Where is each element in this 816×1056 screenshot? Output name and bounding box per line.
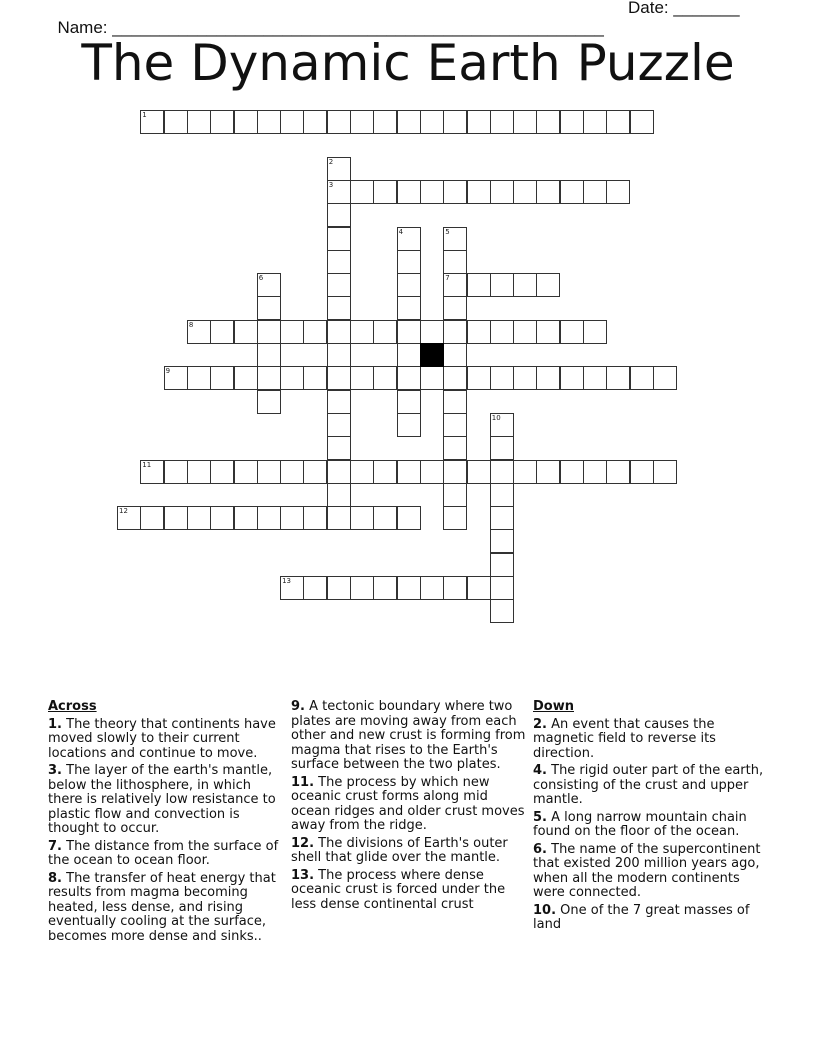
grid-cell[interactable] [140, 110, 164, 134]
grid-cell[interactable] [467, 366, 491, 390]
black-cell [420, 343, 444, 367]
grid-cell[interactable] [536, 273, 560, 297]
grid-cell[interactable] [583, 110, 607, 134]
grid-cell[interactable] [210, 460, 234, 484]
grid-cell[interactable] [373, 576, 397, 600]
clue-number: 3 [328, 180, 334, 189]
grid-cell[interactable] [373, 180, 397, 204]
clue-number: 10 [491, 413, 501, 422]
grid-cell[interactable] [513, 366, 537, 390]
grid-cell[interactable] [443, 250, 467, 274]
grid-cell[interactable] [257, 296, 281, 320]
grid-cell[interactable] [303, 460, 327, 484]
grid-cell[interactable] [467, 320, 491, 344]
across-clue-12: 12. The divisions of Earth's outer shell that glide over the mantle. [291, 835, 508, 865]
grid-cell[interactable] [257, 460, 281, 484]
grid-cell[interactable] [350, 180, 374, 204]
grid-cell[interactable] [350, 320, 374, 344]
grid-cell[interactable] [303, 110, 327, 134]
grid-cell[interactable] [490, 273, 514, 297]
grid-cell[interactable] [490, 413, 514, 437]
grid-cell[interactable] [303, 320, 327, 344]
grid-cell[interactable] [280, 366, 304, 390]
grid-cell[interactable] [420, 320, 444, 344]
grid-cell[interactable] [257, 320, 281, 344]
grid-cell[interactable] [234, 366, 258, 390]
grid-cell[interactable] [397, 576, 421, 600]
name-field[interactable]: Name: ____________________________________________________ [57, 18, 604, 37]
across-clues-column-1 [48, 700, 288, 947]
grid-cell[interactable] [397, 180, 421, 204]
grid-cell[interactable] [397, 390, 421, 414]
grid-cell[interactable] [630, 110, 654, 134]
grid-cell[interactable] [630, 366, 654, 390]
grid-cell[interactable] [397, 343, 421, 367]
clue-number: 13 [282, 577, 292, 585]
grid-cell[interactable] [397, 413, 421, 437]
grid-cell[interactable] [490, 576, 514, 600]
grid-cell[interactable] [420, 366, 444, 390]
grid-cell[interactable] [303, 366, 327, 390]
grid-cell[interactable] [164, 110, 188, 134]
down-clue-5: 5. A long narrow mountain chain found on the floor of the ocean. [533, 809, 747, 839]
clue-number: 12 [119, 507, 128, 516]
grid-cell[interactable] [397, 227, 421, 251]
grid-cell[interactable] [327, 203, 351, 227]
clue-number: 9 [165, 367, 171, 376]
down-clue-10: 10. One of the 7 great masses of land [533, 902, 750, 932]
grid-cell[interactable] [164, 366, 188, 390]
grid-cell[interactable] [443, 483, 467, 507]
grid-cell[interactable] [630, 460, 654, 484]
grid-cell[interactable] [187, 366, 211, 390]
grid-cell[interactable] [653, 366, 677, 390]
grid-cell[interactable] [373, 460, 397, 484]
grid-cell[interactable] [536, 180, 560, 204]
grid-cell[interactable] [606, 110, 630, 134]
grid-cell[interactable] [536, 110, 560, 134]
grid-cell[interactable] [536, 320, 560, 344]
grid-cell[interactable] [490, 436, 514, 460]
across-clue-7: 7. The distance from the surface of the ocean to ocean floor. [48, 838, 279, 868]
grid-cell[interactable] [327, 436, 351, 460]
grid-cell[interactable] [490, 460, 514, 484]
grid-cell[interactable] [350, 366, 374, 390]
grid-cell[interactable] [513, 320, 537, 344]
grid-cell[interactable] [140, 460, 164, 484]
grid-cell[interactable] [327, 576, 351, 600]
grid-cell[interactable] [327, 110, 351, 134]
grid-cell[interactable] [280, 110, 304, 134]
grid-cell[interactable] [140, 506, 164, 530]
grid-cell[interactable] [280, 506, 304, 530]
grid-cell[interactable] [397, 506, 421, 530]
clue-number: 6 [258, 274, 264, 283]
grid-cell[interactable] [397, 320, 421, 344]
grid-cell[interactable] [257, 273, 281, 297]
grid-cell[interactable] [536, 460, 560, 484]
grid-cell[interactable] [210, 320, 234, 344]
grid-cell[interactable] [164, 460, 188, 484]
grid-cell[interactable] [327, 157, 351, 181]
grid-cell[interactable] [117, 506, 141, 530]
grid-cell[interactable] [327, 250, 351, 274]
clue-number: 8 [188, 320, 194, 329]
grid-cell[interactable] [467, 576, 491, 600]
grid-cell[interactable] [560, 366, 584, 390]
clue-number: 5 [445, 227, 450, 236]
grid-cell[interactable] [187, 460, 211, 484]
grid-cell[interactable] [187, 506, 211, 530]
clue-number: 11 [142, 460, 152, 469]
grid-cell[interactable] [234, 506, 258, 530]
grid-cell[interactable] [257, 366, 281, 390]
grid-cell[interactable] [443, 180, 467, 204]
grid-cell[interactable] [327, 343, 351, 367]
clue-number: 2 [328, 157, 334, 166]
grid-cell[interactable] [187, 110, 211, 134]
grid-cell[interactable] [210, 366, 234, 390]
grid-cell[interactable] [234, 320, 258, 344]
grid-cell[interactable] [606, 366, 630, 390]
grid-cell[interactable] [490, 110, 514, 134]
grid-cell[interactable] [257, 506, 281, 530]
grid-cell[interactable] [210, 110, 234, 134]
grid-cell[interactable] [303, 506, 327, 530]
grid-cell[interactable] [490, 366, 514, 390]
grid-cell[interactable] [490, 506, 514, 530]
grid-cell[interactable] [513, 273, 537, 297]
grid-cell[interactable] [490, 320, 514, 344]
grid-cell[interactable] [443, 343, 467, 367]
grid-cell[interactable] [560, 320, 584, 344]
grid-cell[interactable] [653, 460, 677, 484]
grid-cell[interactable] [583, 460, 607, 484]
grid-cell[interactable] [443, 390, 467, 414]
date-field[interactable]: Date: _______ [628, 0, 740, 17]
grid-cell[interactable] [443, 273, 467, 297]
grid-cell[interactable] [257, 343, 281, 367]
grid-cell[interactable] [257, 110, 281, 134]
grid-cell[interactable] [350, 576, 374, 600]
down-heading: Down [533, 699, 574, 714]
grid-cell[interactable] [327, 506, 351, 530]
grid-cell[interactable] [303, 576, 327, 600]
across-heading: Across [48, 699, 97, 714]
grid-cell[interactable] [234, 460, 258, 484]
grid-cell[interactable] [373, 366, 397, 390]
grid-cell[interactable] [490, 483, 514, 507]
grid-cell[interactable] [513, 460, 537, 484]
grid-cell[interactable] [443, 436, 467, 460]
clue-number: 7 [445, 274, 450, 283]
grid-cell[interactable] [373, 110, 397, 134]
grid-cell[interactable] [490, 529, 514, 553]
across-clue-3: 3. The layer of the earth's mantle, below the lithosphere, in which there is relatively low resistance to plastic flow and convection is thought to occur. [48, 763, 276, 836]
grid-cell[interactable] [467, 180, 491, 204]
grid-cell[interactable] [397, 460, 421, 484]
grid-cell[interactable] [397, 296, 421, 320]
grid-cell[interactable] [583, 180, 607, 204]
grid-cell[interactable] [443, 413, 467, 437]
grid-cell[interactable] [350, 110, 374, 134]
grid-cell[interactable] [397, 273, 421, 297]
grid-cell[interactable] [327, 180, 351, 204]
grid-cell[interactable] [560, 110, 584, 134]
grid-cell[interactable] [513, 110, 537, 134]
clue-number: 1 [142, 111, 147, 119]
grid-cell[interactable] [373, 506, 397, 530]
grid-cell[interactable] [490, 180, 514, 204]
grid-cell[interactable] [373, 320, 397, 344]
grid-cell[interactable] [210, 506, 234, 530]
grid-cell[interactable] [443, 296, 467, 320]
grid-cell[interactable] [327, 273, 351, 297]
grid-cell[interactable] [327, 296, 351, 320]
across-clue-8: 8. The transfer of heat energy that results from magma becoming heated, less dense, and rising eventually cooling at the surface, becomes more dense and sinks.. [48, 870, 276, 944]
grid-cell[interactable] [327, 390, 351, 414]
down-clue-2: 2. An event that causes the magnetic field to reverse its direction. [533, 716, 716, 761]
grid-cell[interactable] [606, 460, 630, 484]
grid-cell[interactable] [257, 390, 281, 414]
grid-cell[interactable] [327, 413, 351, 437]
grid-cell[interactable] [513, 180, 537, 204]
grid-cell[interactable] [280, 576, 304, 600]
across-clue-13: 13. The process where dense oceanic crust is forced under the less dense continental crust [291, 867, 506, 912]
grid-cell[interactable] [327, 460, 351, 484]
down-clue-4: 4. The rigid outer part of the earth, consisting of the crust and upper mantle. [533, 763, 764, 807]
grid-cell[interactable] [327, 320, 351, 344]
grid-cell[interactable] [536, 366, 560, 390]
grid-cell[interactable] [397, 250, 421, 274]
clue-number: 4 [398, 227, 404, 236]
puzzle-title: The Dynamic Earth Puzzle [81, 34, 735, 92]
grid-cell[interactable] [164, 506, 188, 530]
across-clue-9: 9. A tectonic boundary where two plates are moving away from each other and new crust is forming from magma that rises to the Earth's surface between the two plates. [291, 699, 526, 772]
grid-cell[interactable] [187, 320, 211, 344]
grid-cell[interactable] [490, 553, 514, 577]
grid-cell[interactable] [420, 180, 444, 204]
grid-cell[interactable] [606, 180, 630, 204]
grid-cell[interactable] [280, 320, 304, 344]
grid-cell[interactable] [443, 227, 467, 251]
grid-cell[interactable] [397, 366, 421, 390]
grid-cell[interactable] [583, 366, 607, 390]
grid-cell[interactable] [443, 366, 467, 390]
grid-cell[interactable] [467, 110, 491, 134]
across-clues-column-2 [291, 700, 531, 915]
grid-cell[interactable] [350, 506, 374, 530]
grid-cell[interactable] [327, 227, 351, 251]
grid-cell[interactable] [350, 460, 374, 484]
grid-cell[interactable] [443, 110, 467, 134]
grid-cell[interactable] [443, 460, 467, 484]
grid-cell[interactable] [467, 460, 491, 484]
down-clue-6: 6. The name of the supercontinent that existed 200 million years ago, when all the modern continents were connected. [533, 841, 761, 900]
grid-cell[interactable] [583, 320, 607, 344]
grid-cell[interactable] [443, 320, 467, 344]
grid-cell[interactable] [397, 110, 421, 134]
grid-cell[interactable] [560, 460, 584, 484]
grid-cell[interactable] [443, 506, 467, 530]
down-clues-column [533, 700, 773, 936]
grid-cell[interactable] [443, 576, 467, 600]
grid-cell[interactable] [327, 366, 351, 390]
grid-cell[interactable] [280, 460, 304, 484]
across-clue-11: 11. The process by which new oceanic crust forms along mid ocean ridges and older crust moves away from the ridge. [291, 774, 525, 833]
grid-cell[interactable] [467, 273, 491, 297]
grid-cell[interactable] [490, 599, 514, 623]
grid-cell[interactable] [234, 110, 258, 134]
grid-cell[interactable] [420, 110, 444, 134]
grid-cell[interactable] [560, 180, 584, 204]
grid-cell[interactable] [420, 576, 444, 600]
grid-cell[interactable] [327, 483, 351, 507]
across-clue-1: 1. The theory that continents have moved slowly to their current locations and continue to move. [48, 716, 276, 761]
grid-cell[interactable] [420, 460, 444, 484]
